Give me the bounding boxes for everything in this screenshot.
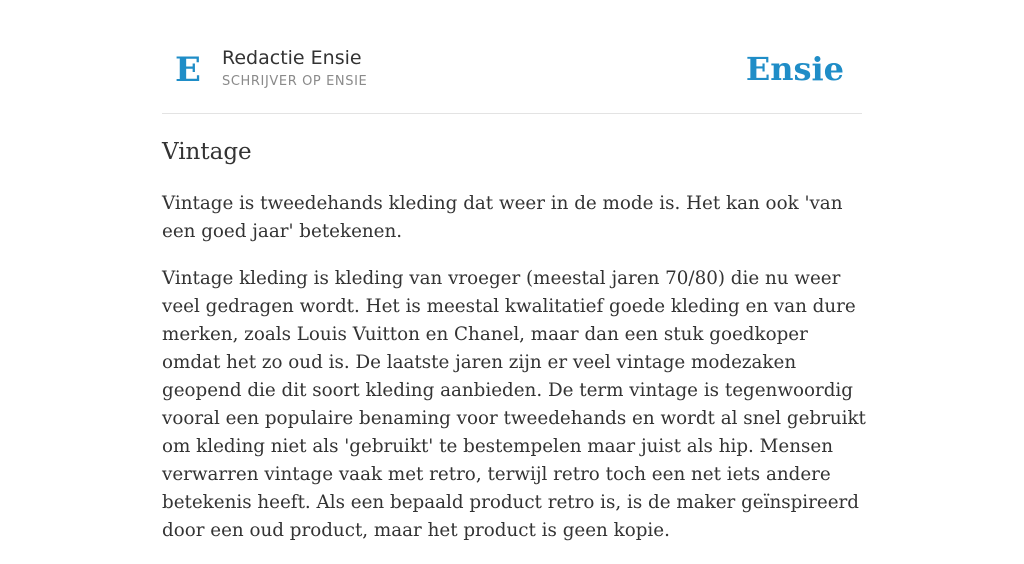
author-name[interactable]: Redactie Ensie	[222, 47, 362, 69]
author-header	[162, 40, 862, 114]
article-body	[162, 190, 867, 564]
article-paragraph: Vintage is tweedehands kleding dat weer in de mode is. Het kan ook 'van een goed jaar' betekenen.	[162, 193, 843, 242]
ensie-logo[interactable]: Ensie	[745, 50, 844, 88]
article-title: Vintage	[162, 139, 252, 165]
author-role: SCHRIJVER OP ENSIE	[222, 74, 368, 89]
article-paragraph: Vintage kleding is kleding van vroeger (meestal jaren 70/80) die nu weer veel gedragen wordt. Het is meestal kwalitatief goede kleding en van dure merken, zoals Louis Vuitton en Chanel, maar dan een stuk goedkoper omdat het zo oud is. De laatste jaren zijn er veel vintage modezaken geopend die dit soort kleding aanbieden. De term vintage is tegenwoordig vooral een populaire benaming voor tweedehands en wordt al snel gebruikt om kleding niet als 'gebruikt' te bestempelen maar juist als hip. Mensen verwarren vintage vaak met retro, terwijl retro toch een net iets andere betekenis heeft. Als een bepaald product retro is, is de maker geïnspireerd door een oud product, maar het product is geen kopie.	[162, 268, 866, 541]
author-avatar[interactable]: E	[175, 50, 201, 90]
